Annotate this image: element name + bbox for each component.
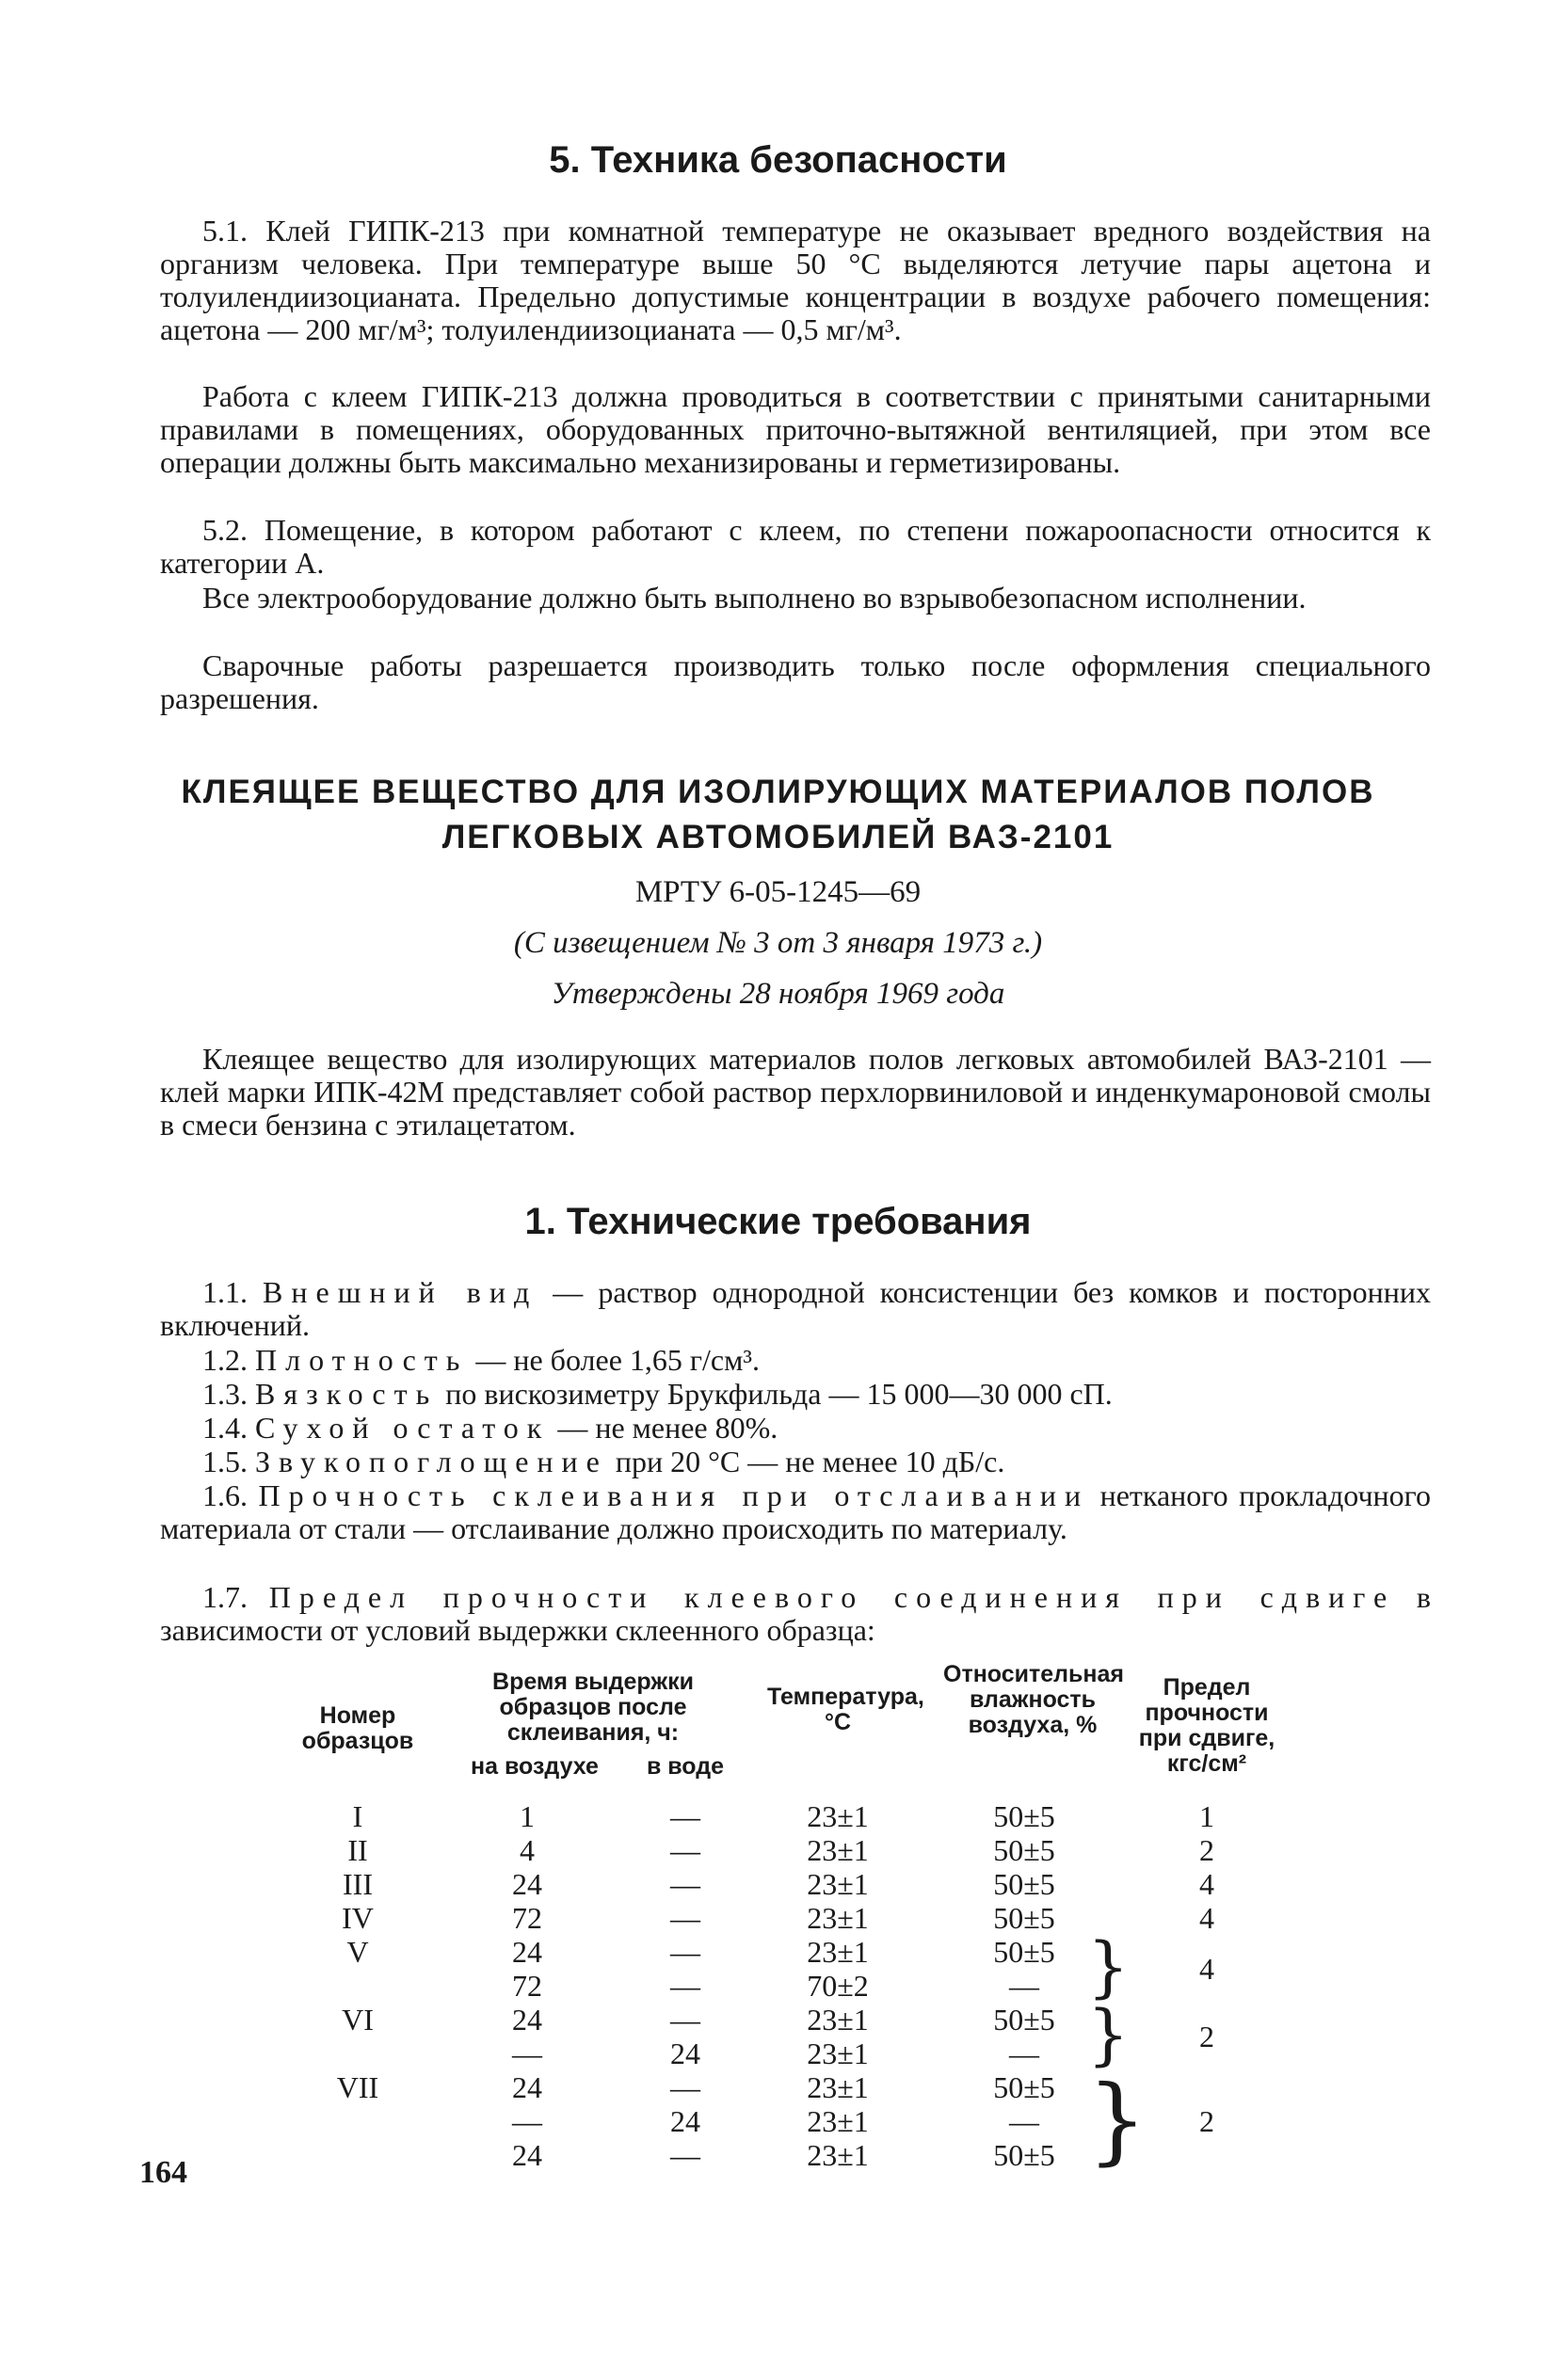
header-time: Время выдержки образцов после склеивания, ч: bbox=[492, 1669, 694, 1746]
item-text: при 20 °С — не менее 10 дБ/с. bbox=[607, 1445, 1005, 1478]
item-text: — раствор однородной консистенции без комков и посторонних включений. bbox=[160, 1275, 1432, 1342]
requirement-item bbox=[160, 1446, 1431, 1478]
table-cell-air: — bbox=[512, 2037, 542, 2070]
table-cell-air: 24 bbox=[512, 1867, 542, 1901]
table-cell-air: 24 bbox=[512, 2070, 542, 2104]
table-cell-hum: 50±5 bbox=[993, 1799, 1055, 1833]
document-title bbox=[0, 770, 1556, 860]
intro-paragraph bbox=[160, 1043, 1431, 1142]
title-line-2: ЛЕГКОВЫХ АВТОМОБИЛЕЙ ВАЗ-2101 bbox=[441, 819, 1115, 855]
table-cell-strength: 1 bbox=[1199, 1799, 1214, 1833]
brace-vii: } bbox=[1087, 2065, 1147, 2175]
item-term: Прочность склеивания при отслаивании bbox=[258, 1478, 1090, 1512]
table-cell-air: 24 bbox=[512, 2003, 542, 2037]
table-cell-air: 72 bbox=[512, 1969, 542, 2003]
item-text: по вискозиметру Брукфильда — 15 000—30 000 сП. bbox=[438, 1377, 1113, 1411]
item-text: нетканого прокладочного материала от стали — отслаивание должно происходить по материалу. bbox=[160, 1478, 1432, 1545]
table-cell-temp: 23±1 bbox=[807, 1867, 869, 1901]
table-cell-strength: 2 bbox=[1199, 2020, 1214, 2053]
table-cell-temp: 23±1 bbox=[807, 2104, 869, 2138]
table-cell-water: — bbox=[670, 2070, 700, 2104]
table-cell-temp: 23±1 bbox=[807, 2003, 869, 2037]
table-cell-hum: 50±5 bbox=[993, 1935, 1055, 1969]
paragraph-electrical bbox=[160, 582, 1431, 615]
table-cell-temp: 23±1 bbox=[807, 1799, 869, 1833]
header-strength: Предел прочности при сдвиге, кгс/см² bbox=[1138, 1674, 1275, 1777]
paragraph-text: Все электрооборудование должно быть выполнено во взрывобезопасном исполнении. bbox=[202, 581, 1307, 615]
paragraph-text: 5.2. Помещение, в котором работают с клеем, по степени пожароопасности относится к категории А. bbox=[160, 513, 1431, 580]
table-cell-temp: 23±1 bbox=[807, 2138, 869, 2172]
item-number: 1.1. bbox=[202, 1275, 248, 1309]
requirement-item bbox=[160, 1344, 1431, 1377]
table-cell-sample: I bbox=[352, 1799, 363, 1833]
table-cell-sample: VII bbox=[336, 2070, 379, 2104]
item-number: 1.3. bbox=[202, 1377, 248, 1411]
item-number: 1.2. bbox=[202, 1343, 248, 1377]
brace-v: } bbox=[1087, 1928, 1130, 2005]
table-cell-hum: — bbox=[1009, 2037, 1039, 2070]
table-cell-strength: 2 bbox=[1199, 2104, 1214, 2138]
header-sample: Номер образцов bbox=[301, 1702, 414, 1754]
table-cell-temp: 23±1 bbox=[807, 2070, 869, 2104]
item-number: 1.6. bbox=[202, 1478, 248, 1512]
section-heading-requirements: 1. Технические требования bbox=[524, 1201, 1032, 1242]
table-cell-strength: 4 bbox=[1199, 1901, 1214, 1935]
item-number: 1.7. bbox=[202, 1580, 248, 1614]
item-text: — не менее 80%. bbox=[550, 1411, 778, 1445]
header-water: в воде bbox=[646, 1753, 725, 1780]
page-number: 164 bbox=[139, 2155, 187, 2190]
table-cell-water: 24 bbox=[670, 2104, 700, 2138]
table-cell-sample: IV bbox=[342, 1901, 374, 1935]
table-cell-water: — bbox=[670, 1867, 700, 1901]
table-cell-sample: V bbox=[346, 1935, 369, 1969]
requirement-item bbox=[160, 1378, 1431, 1411]
table-cell-water: — bbox=[670, 1799, 700, 1833]
item-term: Вязкость bbox=[255, 1377, 439, 1411]
table-cell-water: — bbox=[670, 1935, 700, 1969]
table-cell-air: 72 bbox=[512, 1901, 542, 1935]
paragraph-text: Сварочные работы разрешается производить только после оформления специального разрешения. bbox=[160, 648, 1431, 715]
table-cell-sample: III bbox=[343, 1867, 373, 1901]
item-term: Звукопоглощение bbox=[255, 1445, 608, 1478]
table-cell-water: — bbox=[670, 2138, 700, 2172]
amendment-notice: (С извещением № 3 от 3 января 1973 г.) bbox=[513, 926, 1043, 960]
table-cell-hum: 50±5 bbox=[993, 2138, 1055, 2172]
header-humidity: Относительная влажность воздуха, % bbox=[943, 1661, 1124, 1738]
table-cell-hum: — bbox=[1009, 1969, 1039, 2003]
paragraph-work bbox=[160, 380, 1431, 479]
paragraph-5-1 bbox=[160, 215, 1431, 346]
table-cell-hum: 50±5 bbox=[993, 2070, 1055, 2104]
item-number: 1.5. bbox=[202, 1445, 248, 1478]
requirement-item bbox=[160, 1581, 1431, 1647]
table-cell-water: 24 bbox=[670, 2037, 700, 2070]
item-text: — не более 1,65 г/см³. bbox=[468, 1343, 760, 1377]
paragraph-welding bbox=[160, 649, 1431, 715]
item-text: в зависимости от условий выдержки склеенного образца: bbox=[160, 1580, 1432, 1647]
requirement-item bbox=[160, 1479, 1431, 1545]
table-cell-temp: 23±1 bbox=[807, 1935, 869, 1969]
table-cell-strength: 4 bbox=[1199, 1867, 1214, 1901]
table-cell-water: — bbox=[670, 2003, 700, 2037]
header-air: на воздухе bbox=[471, 1753, 599, 1780]
table-cell-hum: 50±5 bbox=[993, 1833, 1055, 1867]
requirement-item bbox=[160, 1276, 1431, 1342]
paragraph-5-2 bbox=[160, 514, 1431, 580]
item-number: 1.4. bbox=[202, 1411, 248, 1445]
item-term: Сухой остаток bbox=[255, 1411, 551, 1445]
table-cell-hum: 50±5 bbox=[993, 1901, 1055, 1935]
paragraph-text: 5.1. Клей ГИПК-213 при комнатной температуре не оказывает вредного воздействия на организм человека. При температуре выше 50 °С выделяются летучие пары ацетона и толуилендиизоцианата. Предельно допустимые концентрации в воздухе рабочего помещения: ацетона — 200 мг/м³; толуилендиизоцианата — 0,5 мг/м³. bbox=[160, 214, 1431, 346]
table-cell-strength: 2 bbox=[1199, 1833, 1214, 1867]
table-cell-water: — bbox=[670, 1833, 700, 1867]
table-cell-hum: — bbox=[1009, 2104, 1039, 2138]
table-cell-sample: II bbox=[347, 1833, 368, 1867]
section-heading-safety: 5. Техника безопасности bbox=[549, 139, 1007, 181]
table-cell-temp: 23±1 bbox=[807, 1901, 869, 1935]
paragraph-text: Работа с клеем ГИПК-213 должна проводиться в соответствии с принятыми санитарными правилами в помещениях, оборудованных приточно-вытяжной вентиляцией, при этом все операции должны быть максимально механизированы и герметизированы. bbox=[160, 379, 1431, 479]
requirement-item bbox=[160, 1412, 1431, 1445]
item-term: Плотность bbox=[255, 1343, 469, 1377]
table-cell-hum: 50±5 bbox=[993, 1867, 1055, 1901]
table-cell-water: — bbox=[670, 1901, 700, 1935]
standard-code: МРТУ 6-05-1245—69 bbox=[634, 875, 922, 909]
table-cell-temp: 23±1 bbox=[807, 2037, 869, 2070]
paragraph-text: Клеящее вещество для изолирующих материалов полов легковых автомобилей ВАЗ-2101 — клей марки ИПК-42М представляет собой раствор перхлорвиниловой и инденкумароновой смолы в смеси бензина с этилацетатом. bbox=[160, 1042, 1431, 1142]
approval-date: Утверждены 28 ноября 1969 года bbox=[551, 977, 1005, 1011]
table-cell-sample: VI bbox=[342, 2003, 374, 2037]
item-term: Предел прочности клеевого соединения при сдвиге bbox=[268, 1580, 1396, 1614]
title-line-1: КЛЕЯЩЕЕ ВЕЩЕСТВО ДЛЯ ИЗОЛИРУЮЩИХ МАТЕРИАЛОВ ПОЛОВ bbox=[181, 774, 1375, 810]
brace-vi: } bbox=[1087, 1996, 1130, 2073]
table-cell-hum: 50±5 bbox=[993, 2003, 1055, 2037]
table-cell-air: — bbox=[512, 2104, 542, 2138]
header-temp: Температура, °С bbox=[767, 1684, 924, 1735]
table-cell-water: — bbox=[670, 1969, 700, 2003]
table-cell-temp: 23±1 bbox=[807, 1833, 869, 1867]
table-cell-temp: 70±2 bbox=[807, 1969, 869, 2003]
item-term: Внешний вид bbox=[263, 1275, 538, 1309]
table-cell-air: 24 bbox=[512, 1935, 542, 1969]
table-cell-air: 1 bbox=[520, 1799, 535, 1833]
table-cell-air: 4 bbox=[520, 1833, 535, 1867]
table-cell-air: 24 bbox=[512, 2138, 542, 2172]
table-cell-strength: 4 bbox=[1199, 1952, 1214, 1986]
